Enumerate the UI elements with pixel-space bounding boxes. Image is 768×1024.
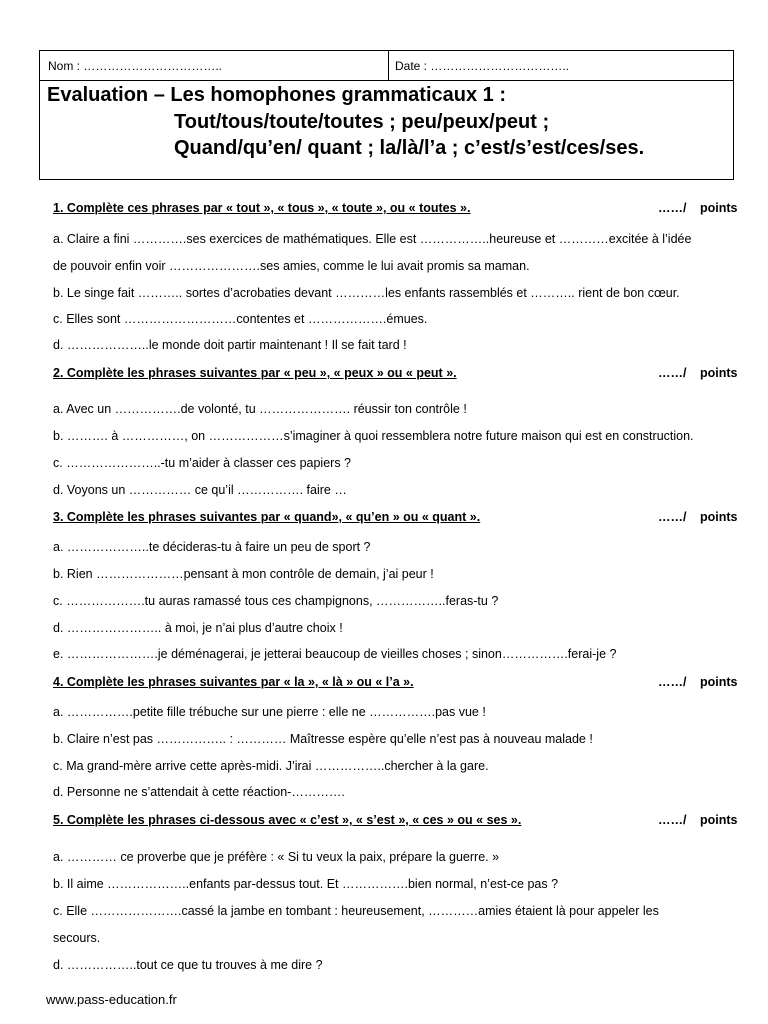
sentence-line: de pouvoir enfin voir ………………….ses amies, comme le lui avait promis sa maman. <box>53 259 530 273</box>
sentence-line: c. Elles sont ………………………contentes et ……………….émues. <box>53 312 428 326</box>
sentence-line: e. ………………….je déménagerai, je jetterai beaucoup de vieilles choses ; sinon…………….ferai-je ? <box>53 647 617 661</box>
sentence-line: c. …………………..-tu m’aider à classer ces papiers ? <box>53 456 351 470</box>
exercise-heading <box>53 201 743 219</box>
exercise-title: 4. Complète les phrases suivantes par « la », « là » ou « l’a ». <box>53 675 414 689</box>
exercise-2 <box>53 366 743 384</box>
exercise-heading <box>53 813 743 831</box>
exercise-heading <box>53 366 743 384</box>
exercise-1 <box>53 201 743 219</box>
header-box <box>39 50 734 180</box>
exercise-title: 1. Complète ces phrases par « tout », « tous », « toute », ou « toutes ». <box>53 201 471 215</box>
sentence-line: c. Elle ………………….cassé la jambe en tombant : heureusement, …………amies étaient là pour appeler les <box>53 904 659 918</box>
sentence-line: secours. <box>53 931 101 945</box>
sentence-line: d. ………………..le monde doit partir maintenant ! Il se fait tard ! <box>53 338 407 352</box>
exercise-title: 2. Complète les phrases suivantes par « peu », « peux » ou « peut ». <box>53 366 457 380</box>
points-label: points <box>700 675 738 689</box>
exercise-5 <box>53 813 743 831</box>
sentence-line: a. ………… ce proverbe que je préfère : « Si tu veux la paix, prépare la guerre. » <box>53 850 500 864</box>
sentence-line: b. Il aime ………………..enfants par-dessus tout. Et …………….bien normal, n’est-ce pas ? <box>53 877 559 891</box>
points-label: points <box>700 813 738 827</box>
sentence-line: a. Avec un …………….de volonté, tu …………………. réussir ton contrôle ! <box>53 402 467 416</box>
date-field: Date : …………………………….. <box>395 59 570 73</box>
exercise-3 <box>53 510 743 528</box>
sentence-line: b. Rien …………………pensant à mon contrôle de demain, j’ai peur ! <box>53 567 434 581</box>
exercise-title: 5. Complète les phrases ci-dessous avec « c’est », « s’est », « ces » ou « ses ». <box>53 813 522 827</box>
sentence-line: d. Personne ne s’attendait à cette réaction-…………. <box>53 785 345 799</box>
points-label: points <box>700 510 738 524</box>
sentence-line: a. Claire a fini ………….ses exercices de mathématiques. Elle est ……………..heureuse et …………excitée à l’idée <box>53 232 692 246</box>
score-blank: ……/ <box>658 366 687 380</box>
sentence-line: d. ……………..tout ce que tu trouves à me dire ? <box>53 958 323 972</box>
sentence-line: b. ………. à ……………, on ………………s’imaginer à quoi ressemblera notre future maison qui est en construction. <box>53 429 694 443</box>
exercise-4 <box>53 675 743 693</box>
sentence-line: b. Le singe fait ……….. sortes d’acrobaties devant …………les enfants rassemblés et ……….. rient de bon cœur. <box>53 286 680 300</box>
footer-url: www.pass-education.fr <box>46 992 177 1007</box>
name-field: Nom : …………………………….. <box>48 59 223 73</box>
sentence-line: b. Claire n’est pas …………….. : ………… Maîtresse espère qu’elle n’est pas à nouveau malade ! <box>53 732 593 746</box>
page-subtitle-2: Quand/qu’en/ quant ; la/là/l’a ; c’est/s’est/ces/ses. <box>174 137 645 159</box>
points-label: points <box>700 201 738 215</box>
score-blank: ……/ <box>658 510 687 524</box>
exercise-heading <box>53 675 743 693</box>
cell-divider <box>388 51 389 81</box>
page-subtitle-1: Tout/tous/toute/toutes ; peu/peux/peut ; <box>174 111 550 133</box>
score-blank: ……/ <box>658 201 687 215</box>
sentence-line: d. Voyons un …………… ce qu’il ……………. faire … <box>53 483 347 497</box>
page-title: Evaluation – Les homophones grammaticaux 1 : <box>47 84 507 106</box>
score-blank: ……/ <box>658 675 687 689</box>
name-date-row <box>40 51 733 81</box>
sentence-line: d. ………………….. à moi, je n’ai plus d’autre choix ! <box>53 621 343 635</box>
sentence-line: a. ………………..te décideras-tu à faire un peu de sport ? <box>53 540 371 554</box>
exercise-title: 3. Complète les phrases suivantes par « quand», « qu’en » ou « quant ». <box>53 510 481 524</box>
sentence-line: c. ……………….tu auras ramassé tous ces champignons, ……………..feras-tu ? <box>53 594 499 608</box>
exercise-heading <box>53 510 743 528</box>
score-blank: ……/ <box>658 813 687 827</box>
points-label: points <box>700 366 738 380</box>
sentence-line: c. Ma grand-mère arrive cette après-midi. J’irai ……………..chercher à la gare. <box>53 759 489 773</box>
sentence-line: a. …………….petite fille trébuche sur une pierre : elle ne …………….pas vue ! <box>53 705 486 719</box>
